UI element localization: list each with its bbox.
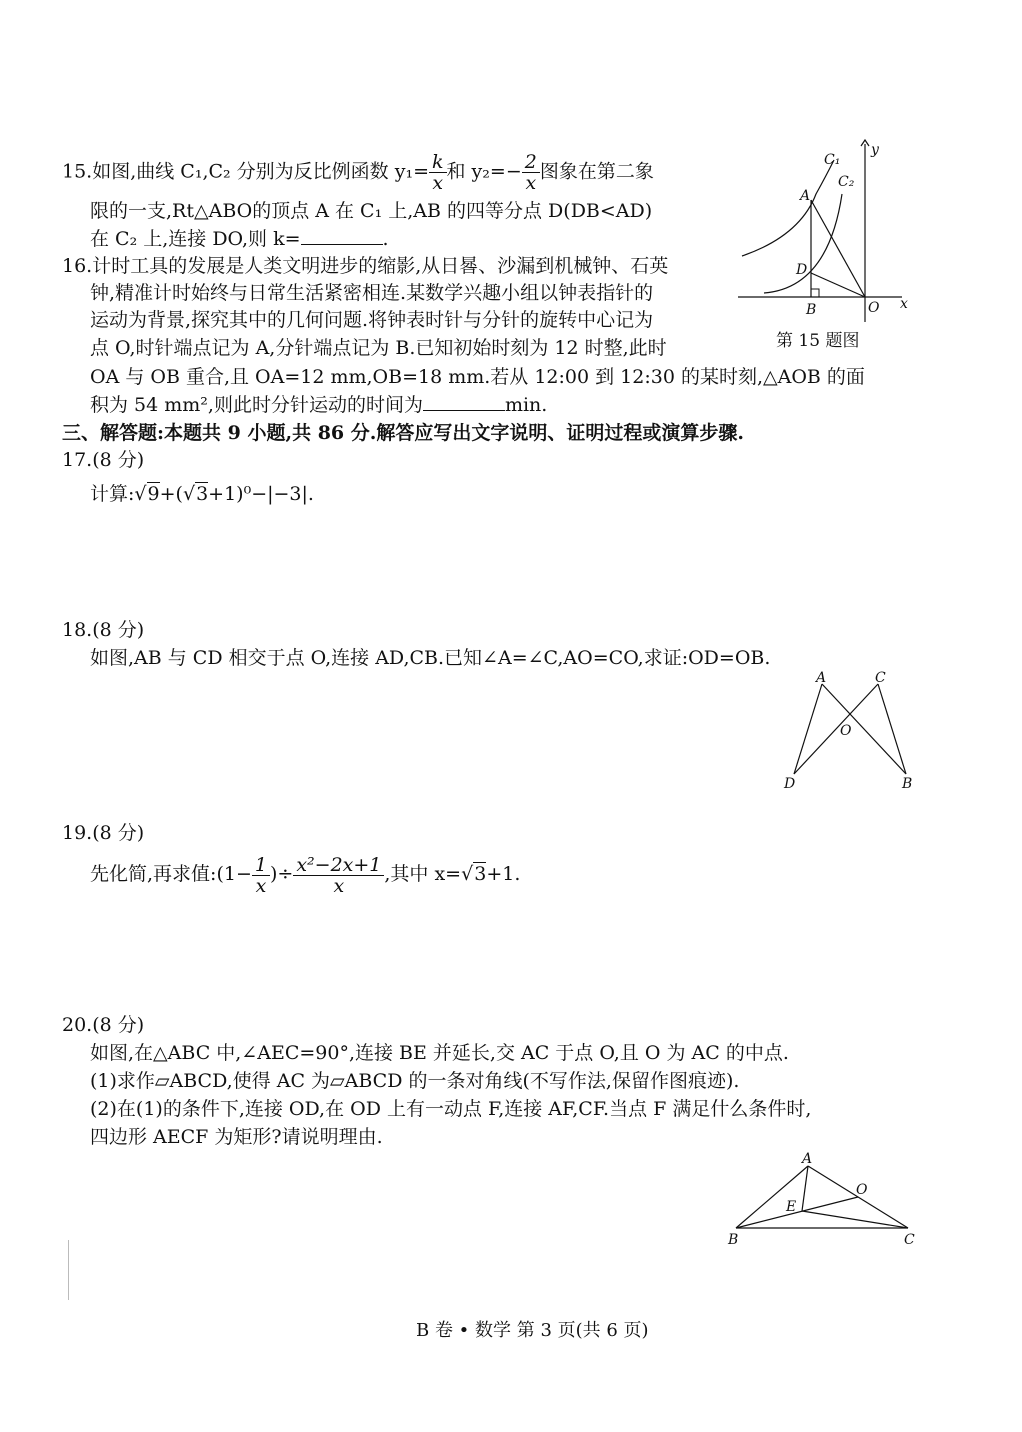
q15-figure xyxy=(734,138,924,328)
page-footer: B 卷 • 数学 第 3 页(共 6 页) xyxy=(416,1320,649,1341)
q16-line5: OA 与 OB 重合,且 OA=12 mm,OB=18 mm.若从 12:00 到 12:30 的某时刻,△AOB 的面 xyxy=(90,366,865,388)
label-o: O xyxy=(856,1182,868,1198)
q19-text-d: +1. xyxy=(486,863,521,885)
frac-numerator: x²−2x+1 xyxy=(293,855,384,876)
label-c: C xyxy=(875,670,886,686)
label-c1: C₁ xyxy=(824,152,841,168)
label-d: D xyxy=(796,262,808,278)
q20-body-2: (1)求作▱ABCD,使得 AC 为▱ABCD 的一条对角线(不写作法,保留作图痕迹). xyxy=(90,1070,740,1092)
segment-ec xyxy=(802,1211,908,1228)
frac-numerator: 1 xyxy=(252,855,270,876)
frac-denominator: x xyxy=(432,172,444,194)
q15-line2: 限的一支,Rt△ABO的顶点 A 在 C₁ 上,AB 的四等分点 D(DB<AD) xyxy=(90,200,653,222)
q18-body: 如图,AB 与 CD 相交于点 O,连接 AD,CB.已知∠A=∠C,AO=CO,求证:OD=OB. xyxy=(90,647,771,669)
frac-numerator: k xyxy=(429,152,447,173)
q17-radicand-2: 3 xyxy=(196,483,209,505)
curve-c2 xyxy=(764,194,842,293)
q17-text-a: 计算:√ xyxy=(90,483,147,505)
q15-fraction-k-over-x xyxy=(429,152,447,193)
label-y: y xyxy=(871,142,879,158)
label-d: D xyxy=(784,776,796,792)
q16-line6-text: 积为 54 mm²,则此时分针运动的时间为 xyxy=(90,394,423,416)
q19-body xyxy=(90,850,520,898)
q20-figure xyxy=(724,1148,924,1248)
frac-denominator: x xyxy=(525,172,537,194)
q20-body-4: 四边形 AECF 为矩形?请说明理由. xyxy=(90,1126,383,1148)
label-b: B xyxy=(806,302,817,318)
q19-text-c: ,其中 x=√ xyxy=(384,863,474,885)
q15-fraction-2-over-x xyxy=(522,152,540,193)
q17-heading: 17.(8 分) xyxy=(62,449,145,471)
segment-ab xyxy=(822,684,906,774)
q15-figure-caption: 第 15 题图 xyxy=(776,331,860,351)
q20-figure-svg xyxy=(724,1148,924,1248)
label-b: B xyxy=(728,1232,739,1248)
q19-text-a: 先化简,再求值:(1− xyxy=(90,863,252,885)
q15-figure-svg xyxy=(734,138,924,328)
q16-line6-unit: min. xyxy=(504,394,548,416)
label-c: C xyxy=(904,1232,915,1248)
q19-fraction-poly-over-x xyxy=(293,855,384,896)
q15-text-a: 15.如图,曲线 C₁,C₂ 分别为反比例函数 y₁= xyxy=(62,160,429,183)
right-angle-mark xyxy=(811,289,819,297)
q17-text-b: +(√ xyxy=(159,483,196,505)
q16-line4: 点 O,时针端点记为 A,分针端点记为 B.已知初始时刻为 12 时整,此时 xyxy=(90,337,667,359)
q19-fraction-1-over-x xyxy=(252,855,270,896)
q19-text-b: )÷ xyxy=(269,863,294,885)
segment-cb xyxy=(878,684,906,774)
q15-line3-text: 在 C₂ 上,连接 DO,则 k= xyxy=(90,228,301,250)
label-a: A xyxy=(816,670,827,686)
q16-line6 xyxy=(90,392,547,418)
q15-answer-blank[interactable] xyxy=(301,226,383,245)
segment-ae xyxy=(802,1166,808,1211)
segment-cd xyxy=(794,684,878,774)
q17-body xyxy=(90,481,314,507)
q16-line2: 钟,精准计时始终与日常生活紧密相连.某数学兴趣小组以钟表指针的 xyxy=(90,282,654,304)
q15-text-c: 图象在第二象 xyxy=(539,160,654,183)
q15-line3 xyxy=(90,226,389,252)
q17-text-c: +1)⁰−|−3|. xyxy=(208,483,314,505)
label-x: x xyxy=(900,296,908,312)
label-b: B xyxy=(902,776,913,792)
label-o: O xyxy=(840,723,852,739)
label-a: A xyxy=(802,1151,813,1167)
q19-heading: 19.(8 分) xyxy=(62,822,145,844)
q16-answer-blank[interactable] xyxy=(423,392,505,411)
curve-c1 xyxy=(742,160,834,256)
q18-figure-svg xyxy=(778,668,918,794)
section-3-heading: 三、解答题:本题共 9 小题,共 86 分.解答应写出文字说明、证明过程或演算步骤. xyxy=(62,422,744,444)
q16-line1: 16.计时工具的发展是人类文明进步的缩影,从日晷、沙漏到机械钟、石英 xyxy=(62,255,669,277)
frac-numerator: 2 xyxy=(522,152,540,173)
page-margin-rule xyxy=(68,1240,69,1300)
frac-denominator: x xyxy=(333,874,345,897)
label-c2: C₂ xyxy=(838,174,855,190)
q17-radicand-1: 9 xyxy=(147,483,160,505)
q15-text-b: 和 y₂=− xyxy=(446,160,522,183)
segment-ad xyxy=(794,684,822,774)
frac-denominator: x xyxy=(255,874,267,897)
q18-figure xyxy=(778,668,918,794)
label-o: O xyxy=(868,300,880,316)
q15-line3-end: . xyxy=(382,228,389,250)
label-e: E xyxy=(786,1199,797,1215)
q20-body-1: 如图,在△ABC 中,∠AEC=90°,连接 BE 并延长,交 AC 于点 O,且 O 为 AC 的中点. xyxy=(90,1042,789,1064)
q19-radicand: 3 xyxy=(474,863,487,885)
label-a: A xyxy=(800,188,811,204)
q16-line3: 运动为背景,探究其中的几何问题.将钟表时针与分针的旋转中心记为 xyxy=(90,309,654,331)
q18-heading: 18.(8 分) xyxy=(62,619,145,641)
q20-heading: 20.(8 分) xyxy=(62,1014,145,1036)
q20-body-3: (2)在(1)的条件下,连接 OD,在 OD 上有一动点 F,连接 AF,CF.当点 F 满足什么条件时, xyxy=(90,1098,812,1120)
q15-line1 xyxy=(62,152,654,193)
